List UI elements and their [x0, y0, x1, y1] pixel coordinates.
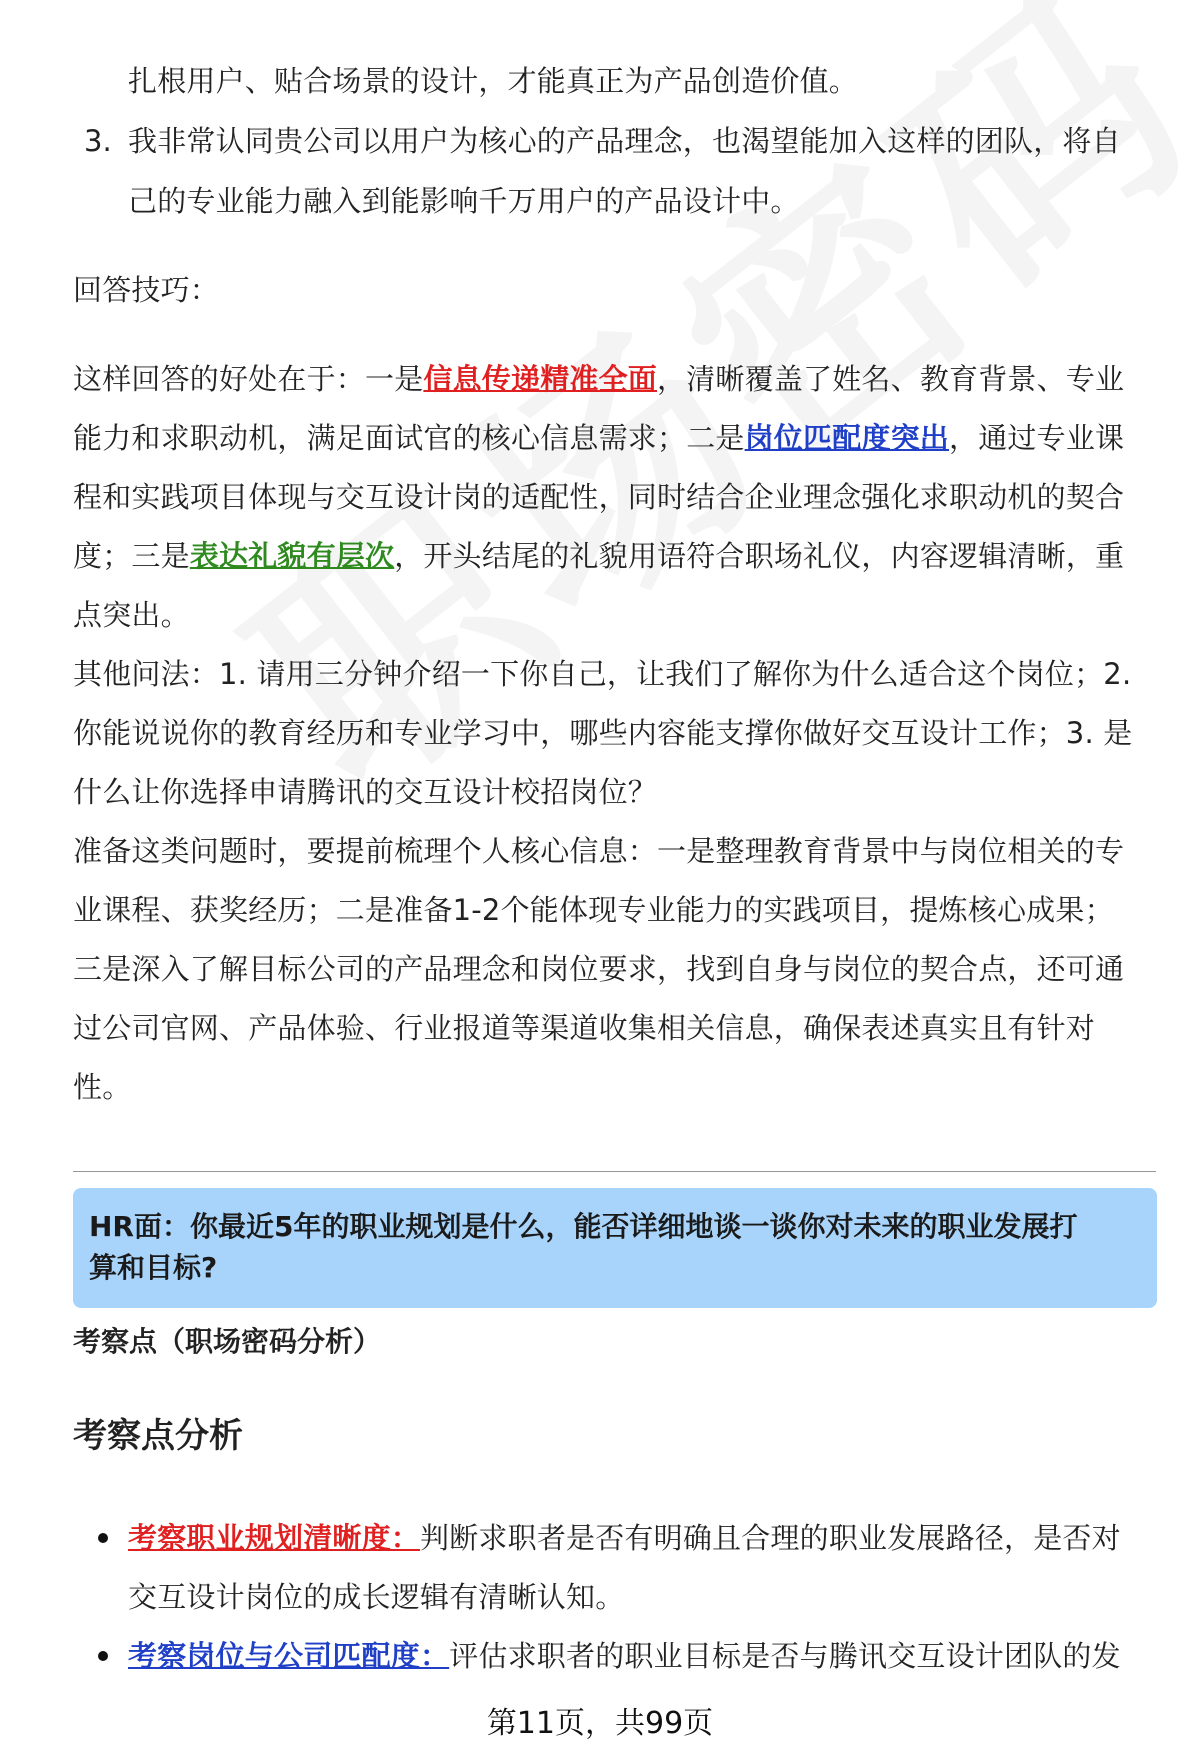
text: 这样回答的好处在于：一是: [73, 362, 424, 396]
bullet-label-red: 考察职业规划清晰度：: [128, 1521, 421, 1555]
highlight-blue: 岗位匹配度突出: [744, 421, 950, 455]
list-number: 3.: [84, 124, 112, 158]
paragraph-line: 业课程、获奖经历；二是准备1-2个能体现专业能力的实践项目，提炼核心成果；: [73, 893, 1114, 927]
section-subtitle: 考察点（职场密码分析）: [73, 1325, 382, 1358]
text: 评估求职者的职业目标是否与腾讯交互设计团队的发: [449, 1639, 1121, 1673]
paragraph-line: 程和实践项目体现与交互设计岗的适配性，同时结合企业理念强化求职动机的契合: [73, 480, 1125, 514]
bullet-line: [128, 1636, 1121, 1676]
paragraph-line: [73, 536, 1124, 576]
text: 能力和求职动机，满足面试官的核心信息需求；二是: [73, 421, 745, 455]
paragraph-line: 准备这类问题时，要提前梳理个人核心信息：一是整理教育背景中与岗位相关的专: [73, 834, 1125, 868]
bullet-dot: [98, 1533, 108, 1543]
paragraph-line: [73, 418, 1124, 458]
bullet-label-blue: 考察岗位与公司匹配度：: [128, 1639, 450, 1673]
question-line: HR面：你最近5年的职业规划是什么，能否详细地谈一谈你对未来的职业发展打: [89, 1210, 1078, 1243]
text: ，开头结尾的礼貌用语符合职场礼仪，内容逻辑清晰，重: [394, 539, 1125, 573]
bullet-dot: [98, 1651, 108, 1661]
paragraph-line: 其他问法：1. 请用三分钟介绍一下你自己，让我们了解你为什么适合这个岗位；2.: [73, 657, 1132, 691]
paragraph-line: 点突出。: [73, 598, 190, 632]
highlight-green: 表达礼貌有层次: [189, 539, 395, 573]
section-heading: 考察点分析: [73, 1416, 243, 1456]
text: ，通过专业课: [949, 421, 1125, 455]
bullet-line: [128, 1518, 1121, 1558]
paragraph-line: 你能说说你的教育经历和专业学习中，哪些内容能支撑你做好交互设计工作；3. 是: [73, 716, 1133, 750]
paragraph-line: [73, 359, 1124, 399]
question-line: 算和目标?: [89, 1251, 218, 1284]
paragraph-line: 过公司官网、产品体验、行业报道等渠道收集相关信息，确保表述真实且有针对: [73, 1011, 1096, 1045]
tips-label: 回答技巧：: [73, 273, 220, 307]
question-text: [89, 1206, 1077, 1288]
list-item-text: 己的专业能力融入到能影响千万用户的产品设计中。: [128, 184, 800, 218]
text: 判断求职者是否有明确且合理的职业发展路径，是否对: [420, 1521, 1121, 1555]
page-footer: 第11页，共99页: [486, 1706, 714, 1741]
bullet-line: 交互设计岗位的成长逻辑有清晰认知。: [128, 1580, 625, 1614]
divider: [73, 1171, 1156, 1172]
paragraph-line: 什么让你选择申请腾讯的交互设计校招岗位？: [73, 775, 658, 809]
highlight-red: 信息传递精准全面: [423, 362, 658, 396]
text: ，清晰覆盖了姓名、教育背景、专业: [657, 362, 1125, 396]
list-item-text: 我非常认同贵公司以用户为核心的产品理念，也渴望能加入这样的团队，将自: [128, 124, 1121, 158]
text: 度；三是: [73, 539, 190, 573]
paragraph-line: 性。: [73, 1070, 132, 1104]
question-box: [73, 1188, 1157, 1308]
continuation-line: 扎根用户、贴合场景的设计，才能真正为产品创造价值。: [128, 64, 859, 98]
paragraph-line: 三是深入了解目标公司的产品理念和岗位要求，找到自身与岗位的契合点，还可通: [73, 952, 1125, 986]
